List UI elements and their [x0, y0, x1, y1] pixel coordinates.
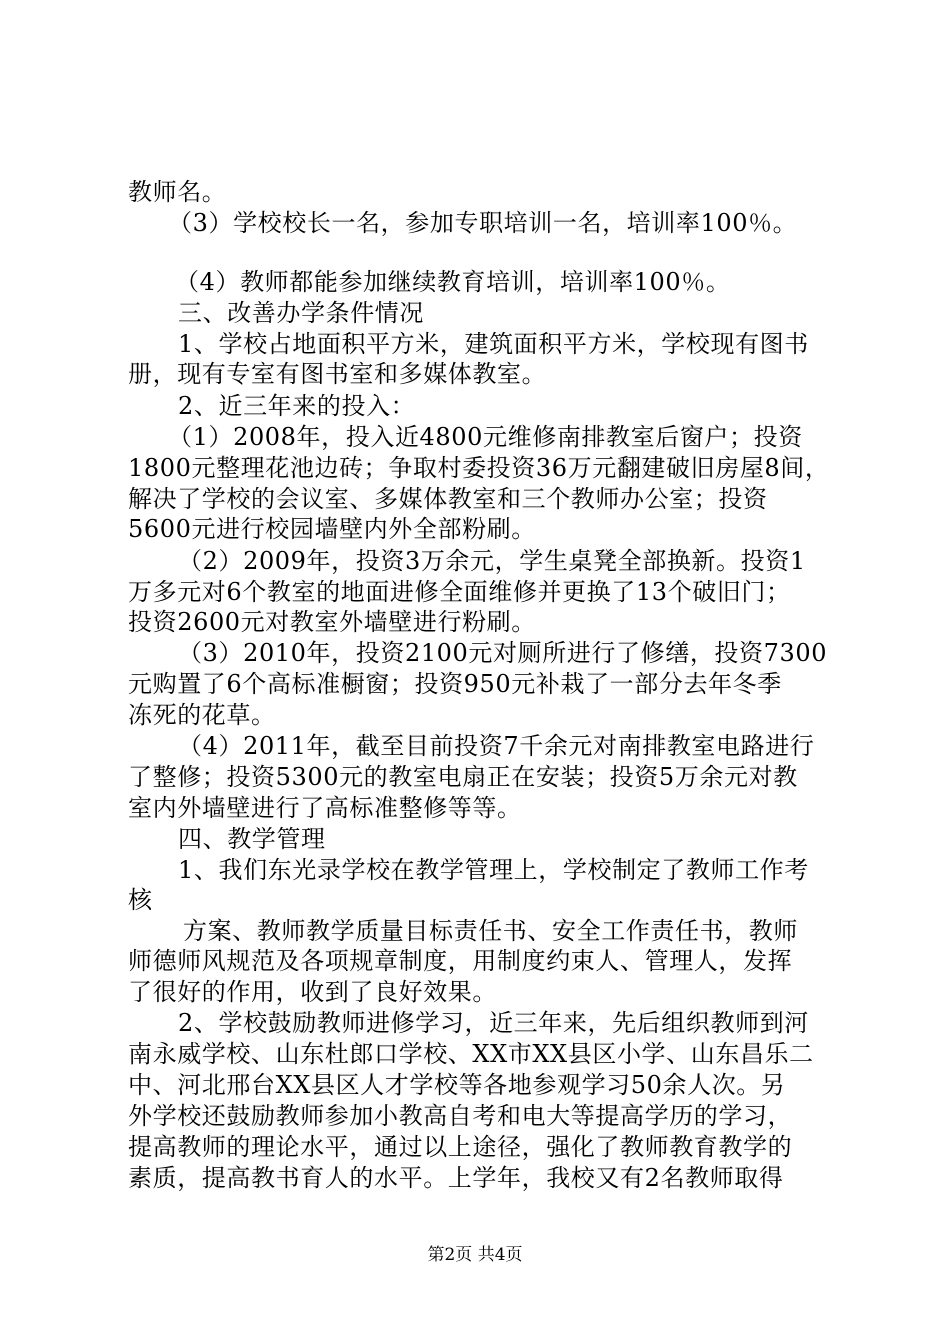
section-heading: 三、改善办学条件情况: [178, 299, 424, 327]
text-line: 1、我们东光录学校在教学管理上，学校制定了教师工作考: [178, 856, 809, 884]
text-line: 方案、教师教学质量目标责任书、安全工作责任书，教师: [183, 917, 798, 945]
page-footer: 第2页 共4页: [427, 1245, 523, 1265]
text-line: 外学校还鼓励教师参加小教高自考和电大等提高学历的学习，: [128, 1102, 793, 1130]
text-line: 1800元整理花池边砖；争取村委投资36万元翻建破旧房屋8间，: [128, 454, 830, 482]
text-line: （4）教师都能参加继续教育培训，培训率100％。: [175, 268, 731, 296]
text-line: 万多元对6个教室的地面进修全面维修并更换了13个破旧门；: [128, 578, 791, 606]
text-line: 师德师风规范及各项规章制度，用制度约束人、管理人，发挥: [128, 947, 793, 975]
text-line: 了整修；投资5300元的教室电扇正在安装；投资5万余元对教: [128, 763, 798, 791]
text-line: 1、学校占地面积平方米，建筑面积平方米，学校现有图书: [178, 330, 809, 358]
text-line: 核: [128, 886, 153, 914]
text-line: （3）学校校长一名，参加专职培训一名，培训率100％。: [168, 209, 798, 237]
text-line: 册，现有专室有图书室和多媒体教室。: [128, 360, 547, 388]
text-line: 2、近三年来的投入：: [178, 392, 416, 420]
text-line: 中、河北邢台XX县区人才学校等各地参观学习50余人次。另: [128, 1071, 786, 1099]
section-heading: 四、教学管理: [178, 825, 326, 853]
text-line: 素质，提高教书育人的水平。上学年，我校又有2名教师取得: [128, 1164, 784, 1192]
text-line: 元购置了6个高标准橱窗；投资950元补栽了一部分去年冬季: [128, 670, 782, 698]
text-line: （4）2011年，截至目前投资7千余元对南排教室电路进行: [178, 732, 815, 760]
text-line: 解决了学校的会议室、多媒体教室和三个教师办公室；投资: [128, 485, 768, 513]
text-line: 冻死的花草。: [128, 701, 276, 729]
text-line: 南永威学校、山东杜郎口学校、XX市XX县区小学、山东昌乐二: [128, 1040, 814, 1068]
text-line: （1）2008年，投入近4800元维修南排教室后窗户；投资: [168, 423, 803, 451]
text-line: 2、学校鼓励教师进修学习，近三年来，先后组织教师到河: [178, 1009, 809, 1037]
text-line: 投资2600元对教室外墙壁进行粉刷。: [128, 608, 536, 636]
text-line: （3）2010年，投资2100元对厕所进行了修缮，投资7300: [178, 639, 828, 667]
text-line: 教师名。: [128, 178, 227, 206]
text-line: 室内外墙壁进行了高标准整修等等。: [128, 794, 522, 822]
text-line: 了很好的作用，收到了良好效果。: [128, 978, 497, 1006]
text-line: 提高教师的理论水平，通过以上途径，强化了教师教育教学的: [128, 1133, 793, 1161]
text-line: 5600元进行校园墙壁内外全部粉刷。: [128, 515, 536, 543]
text-line: （2）2009年，投资3万余元，学生桌凳全部换新。投资1: [178, 547, 806, 575]
